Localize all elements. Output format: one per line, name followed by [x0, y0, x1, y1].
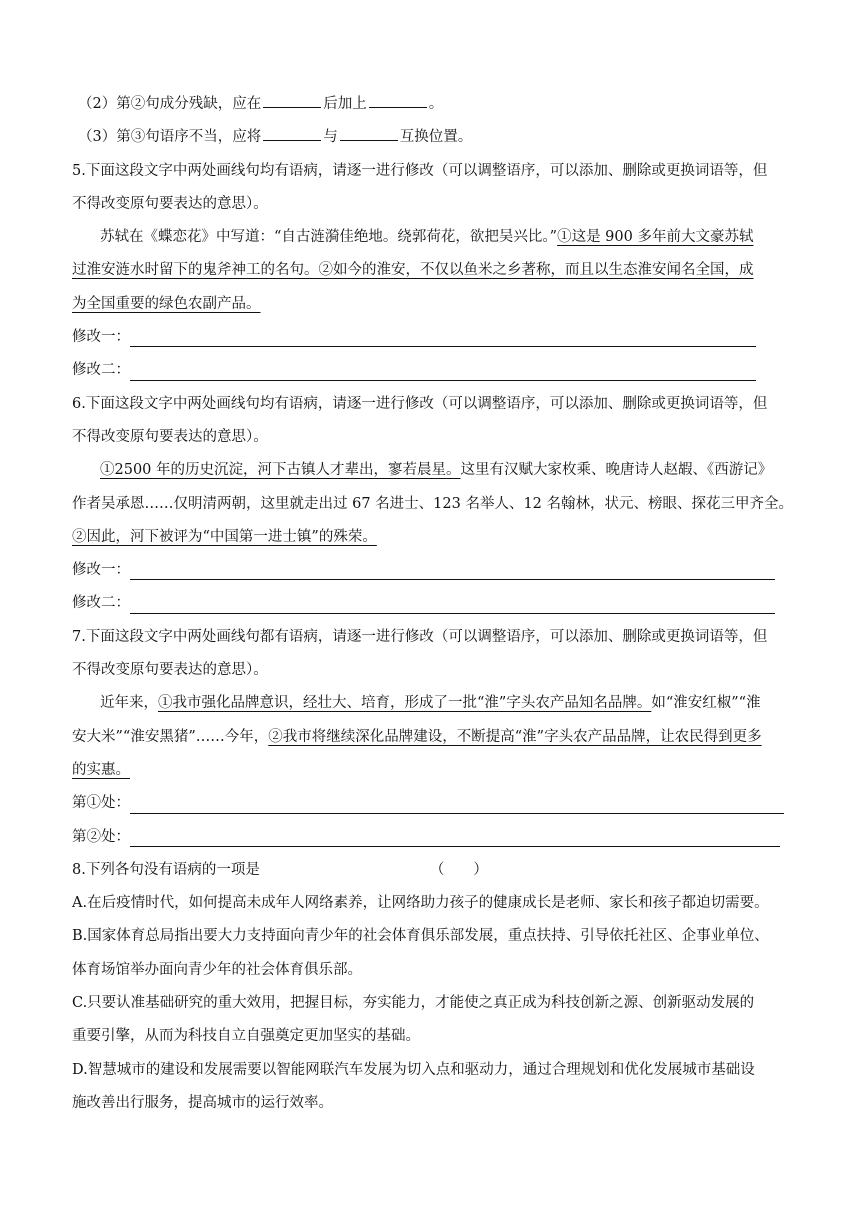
q7-passage-text: 如“淮安红椒”“淮: [651, 695, 761, 712]
q5-passage-line-3: [72, 288, 792, 321]
q7-fix-2-line[interactable]: [130, 826, 780, 847]
q7-underlined-sentence-1: ①我市强化品牌意识，经壮大、培育，形成了一批“淮”字头农产品知名品牌。: [158, 695, 652, 712]
q7-passage-line-1: [72, 687, 792, 720]
exam-page: [72, 88, 792, 1120]
q6-fix-2-label: 修改二：: [72, 595, 130, 612]
answer-blank[interactable]: [263, 122, 321, 141]
q5-fix-2-line[interactable]: [130, 360, 756, 381]
q4-item3-text-b: 与: [323, 129, 338, 146]
q4-item2-text-c: 。: [428, 96, 444, 112]
q5-passage-line-2: [72, 254, 792, 287]
q7-fix-2-label: 第②处：: [72, 828, 130, 845]
q5-stem-line-2: 不得改变原句要表达的意思）。: [72, 195, 268, 212]
q7-underlined-sentence-2-cont: 的实惠。: [72, 761, 130, 778]
q5-fix-1-row: [72, 321, 792, 354]
q7-passage-line-2: [72, 721, 792, 754]
q6-fix-2-row: [72, 587, 792, 620]
q5-underlined-sentence-2: ②如今的淮安，不仅以鱼米之乡著称，而且以生态淮安闻名全国，成: [318, 262, 754, 279]
answer-blank[interactable]: [263, 89, 321, 108]
q6-fix-1-line[interactable]: [130, 559, 775, 580]
q5-underlined-sentence-2-cont: 为全国重要的绿色农副产品。: [72, 295, 261, 312]
q5-passage-line-1: [72, 221, 792, 254]
q5-passage-text: 苏轼在《蝶恋花》中写道：“自古涟漪佳绝地。绕郭荷花，欲把吴兴比。”: [100, 229, 558, 246]
q6-underlined-sentence-2: ②因此，河下被评为“中国第一进士镇”的殊荣。: [72, 528, 377, 545]
q7-fix-2-row: [72, 821, 792, 854]
q8-stem: [72, 854, 792, 887]
q7-fix-1-label: 第①处：: [72, 795, 130, 812]
q7-stem-line-1: 7.下面这段文字中两处画线句都有语病，请逐一进行修改（可以调整语序，可以添加、删除或更换词语等，但: [72, 628, 768, 645]
q8-option-b-line-2: 体育场馆举办面向青少年的社会体育俱乐部。: [72, 961, 362, 978]
q5-fix-2-label: 修改二：: [72, 362, 130, 379]
q5-stem-line-1: 5.下面这段文字中两处画线句均有语病，请逐一进行修改（可以调整语序，可以添加、删除或更换词语等，但: [72, 162, 768, 179]
q4-item2-text-b: 后加上: [323, 96, 367, 112]
q6-passage-line-3: [72, 521, 792, 554]
q5-fix-2-row: [72, 354, 792, 387]
q4-item-2: [72, 88, 792, 121]
q4-item-3: [72, 121, 792, 154]
q8-option-a: A.在后疫情时代，如何提高未成年人网络素养，让网络助力孩子的健康成长是老师、家长和孩子都迫切需要。: [72, 895, 769, 912]
q4-item2-text-a: （2）第②句成分残缺，应在: [78, 96, 262, 112]
q5-fix-1-line[interactable]: [130, 326, 756, 347]
q6-stem-line-1: 6.下面这段文字中两处画线句均有语病，请逐一进行修改（可以调整语序，可以添加、删除或更换词语等，但: [72, 395, 768, 412]
q8-option-c-line-2: 重要引擎，从而为科技自立自强奠定更加坚实的基础。: [72, 1028, 420, 1045]
q7-fix-1-line[interactable]: [130, 793, 784, 814]
answer-blank[interactable]: [340, 122, 398, 141]
q6-passage-line-1: [72, 454, 792, 487]
q5-fix-1-label: 修改一：: [72, 329, 130, 346]
q8-option-b-line-1: B.国家体育总局指出要大力支持面向青少年的社会体育俱乐部发展，重点扶持、引导依托社区、企事业单位、: [72, 928, 769, 945]
q7-fix-1-row: [72, 787, 792, 820]
q7-underlined-sentence-2: ②我市将继续深化品牌建设，不断提高“淮”字头农产品品牌，让农民得到更多: [268, 728, 762, 745]
q4-item3-text-a: （3）第③句语序不当，应将: [78, 129, 262, 146]
q6-stem-line-2: 不得改变原句要表达的意思）。: [72, 428, 268, 445]
q5-underlined-sentence-1: ①这是 900 多年前大文豪苏轼: [557, 229, 754, 246]
q6-passage-text: 这里有汉赋大家枚乘、晚唐诗人赵嘏、《西游记》: [460, 462, 773, 479]
q6-fix-1-row: [72, 554, 792, 587]
q6-underlined-sentence-1: ①2500 年的历史沉淀，河下古镇人才辈出，寥若晨星。: [100, 462, 461, 479]
q8-answer-bracket[interactable]: （ ）: [429, 861, 488, 878]
q4-item3-text-c: 互换位置。: [399, 129, 473, 146]
answer-blank[interactable]: [369, 89, 427, 108]
q7-stem-line-2: 不得改变原句要表达的意思）。: [72, 662, 268, 679]
q7-passage-text: 近年来，: [100, 695, 158, 712]
q6-fix-1-label: 修改一：: [72, 562, 130, 579]
q5-underlined-sentence-1-cont: 过淮安涟水时留下的鬼斧神工的名句。: [72, 262, 319, 279]
q7-passage-text: 安大米”“淮安黑猪”……今年，: [72, 728, 269, 745]
q6-fix-2-line[interactable]: [130, 593, 775, 614]
q8-stem-text: 8.下列各句没有语病的一项是: [72, 861, 260, 878]
q6-passage-line-2: 作者吴承恩……仅明清两朝，这里就走出过 67 名进士、123 名举人、12 名翰林，状元、榜眼、探花三甲齐全。: [72, 495, 794, 512]
q8-option-d-line-2: 施改善出行服务，提高城市的运行效率。: [72, 1094, 333, 1111]
q8-option-d-line-1: D.智慧城市的建设和发展需要以智能网联汽车发展为切入点和驱动力，通过合理规划和优化发展城市基础设: [72, 1061, 755, 1078]
q7-passage-line-3: [72, 754, 792, 787]
q8-option-c-line-1: C.只要认准基础研究的重大效用，把握目标，夯实能力，才能使之真正成为科技创新之源、创新驱动发展的: [72, 995, 755, 1012]
